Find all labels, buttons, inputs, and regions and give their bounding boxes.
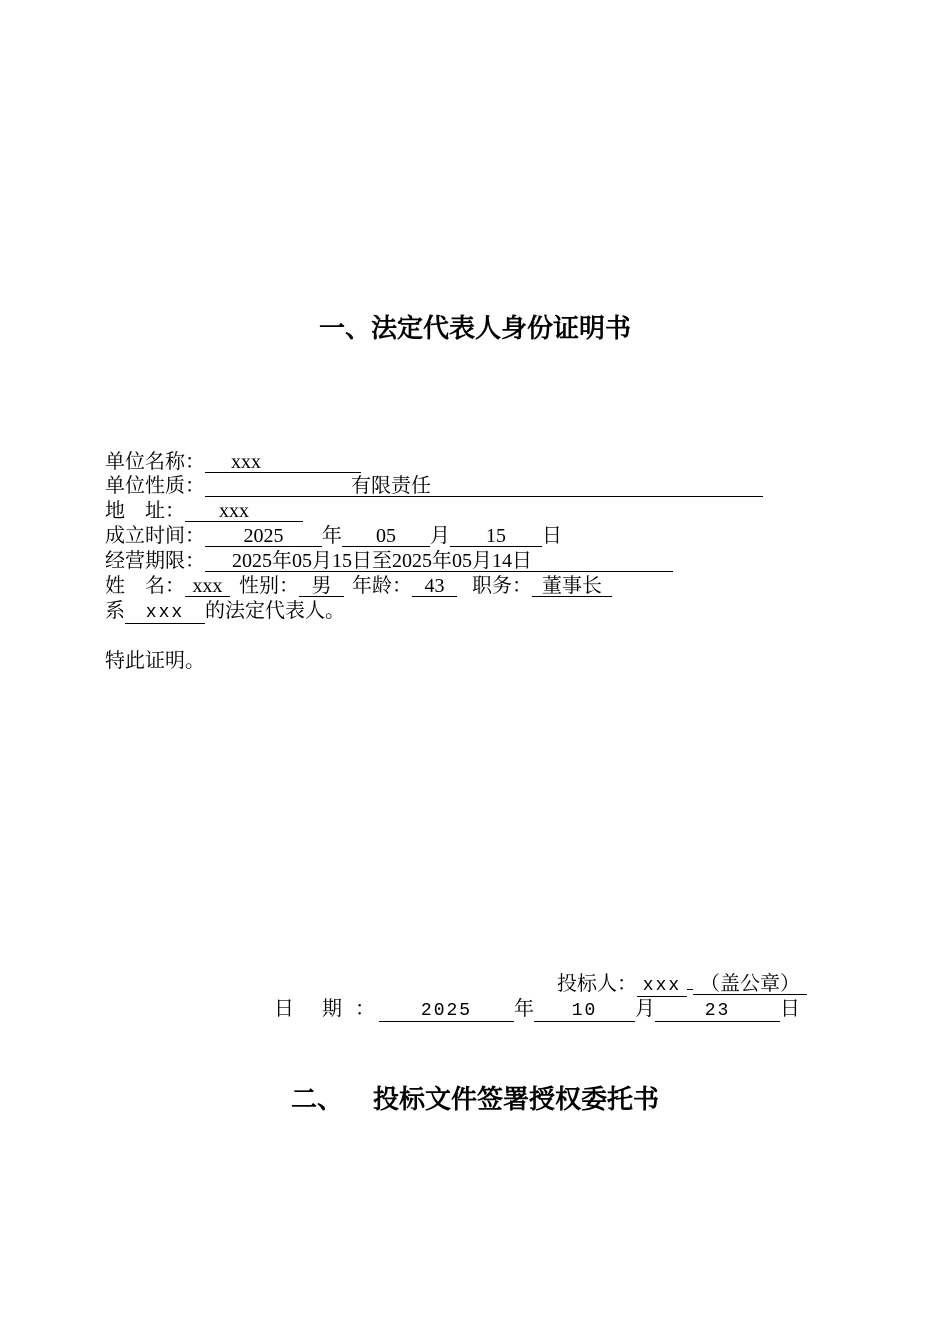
- unit-nature-value: 有限责任: [205, 476, 763, 497]
- unit-nature-label: 单位性质：: [105, 475, 205, 497]
- rep-prefix: 系: [105, 600, 125, 622]
- name-label: 姓 名：: [105, 575, 185, 597]
- date-day-unit: 日: [780, 998, 800, 1020]
- term-row: [105, 549, 673, 573]
- position-value: 董事长: [532, 576, 612, 597]
- day-unit: 日: [542, 525, 562, 547]
- month-unit: 月: [430, 525, 450, 547]
- date-year: 2025: [379, 1001, 514, 1022]
- rep-company: xxx: [125, 603, 205, 624]
- founded-month: 05: [342, 526, 430, 547]
- bidder-row: [557, 972, 807, 997]
- section2-title: [0, 1079, 950, 1116]
- certify-text: 特此证明。: [105, 650, 205, 672]
- term-value: 2025年05月15日至2025年05月14日: [205, 551, 673, 572]
- year-unit: 年: [322, 525, 342, 547]
- unit-name-row: [105, 450, 361, 474]
- bidder-seal: （盖公章）: [693, 974, 807, 995]
- gender-label: 性别：: [239, 575, 299, 597]
- section2-text: 投标文件签署授权委托书: [373, 1085, 660, 1115]
- position-label: 职务：: [472, 575, 532, 597]
- age-label: 年龄：: [352, 575, 412, 597]
- representative-row: [105, 599, 345, 624]
- unit-nature-row: [105, 474, 763, 498]
- date-year-unit: 年: [514, 998, 534, 1020]
- bidder-label: 投标人：: [557, 973, 637, 995]
- founded-day: 15: [450, 526, 542, 547]
- section2-number: 二、: [290, 1085, 343, 1115]
- certify-row: [105, 649, 205, 673]
- gender-value: 男: [299, 576, 344, 597]
- bidder-name: xxx: [637, 976, 687, 997]
- date-row: [274, 997, 800, 1022]
- age-value: 43: [412, 576, 457, 597]
- name-value: xxx: [185, 576, 230, 597]
- date-month-unit: 月: [635, 998, 655, 1020]
- date-label: 日 期 ：: [274, 998, 379, 1020]
- section1-title: 一、法定代表人身份证明书: [318, 314, 631, 344]
- rep-suffix: 的法定代表人。: [205, 600, 345, 622]
- founded-row: [105, 524, 562, 548]
- term-label: 经营期限：: [105, 550, 205, 572]
- person-row: [105, 574, 612, 598]
- date-day: 23: [655, 1001, 780, 1022]
- founded-label: 成立时间：: [105, 525, 205, 547]
- address-label: 地 址：: [105, 500, 185, 522]
- address-value: xxx: [185, 501, 303, 522]
- unit-name-value: xxx: [205, 452, 361, 473]
- address-row: [105, 499, 303, 523]
- founded-year: 2025: [205, 526, 322, 547]
- unit-name-label: 单位名称：: [105, 451, 205, 473]
- date-month: 10: [534, 1001, 635, 1022]
